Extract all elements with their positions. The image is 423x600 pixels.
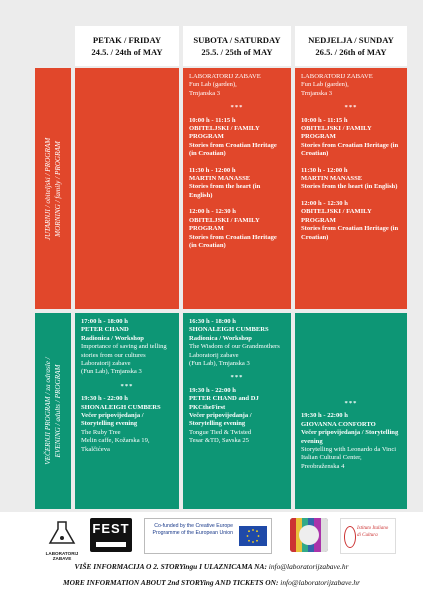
separator: *** [230,374,244,382]
fest-decoration [96,542,126,547]
event-time: 11:30 h - 12:00 h [189,166,236,174]
header-date: 25.5. / 25th of MAY [201,47,273,57]
event-type: Radionica / Workshop [81,334,144,342]
venue-name-en: Fun Lab (garden), [301,81,349,89]
evening-row-label [35,313,71,509]
event-venue: Tesar &TD, Savska 25 [189,437,249,445]
event-title: OBITELJSKI / FAMILY PROGRAM [189,216,260,233]
info-hr-text: VIŠE INFORMACIJA O 2. STORYingu I ULAZNICAMA NA: [74,562,267,571]
event-venue: Italian Cultural Center, Preobraženska 4 [301,454,362,470]
footer [0,512,423,600]
event-title: SHONALEIGH CUMBERS [81,403,161,411]
event-desc: Stories from Croatian Heritage (in Croatian) [301,141,399,158]
header-day: SUBOTA / SATURDAY [193,35,281,45]
event-time: 19:30 h - 22:00 h [81,395,128,403]
event-title: MARTIN MANASSE [189,175,251,183]
event-desc: The Ruby Tree [81,428,121,436]
event-time: 16:30 h - 18:00 h [189,318,236,325]
morning-saturday-cell [183,68,291,309]
header-day: PETAK / FRIDAY [92,35,162,45]
event-venue: Laboratorij zabave [81,360,131,368]
eu-funding-logo [144,518,272,554]
event-time: 19:30 h - 22:00 h [301,412,348,420]
evening-label-hr: VEČERNJI PROGRAM / za odrasle / [44,357,52,465]
event-venue: Melin caffe, Kožarska 19, Tkalčićeva [81,437,150,453]
morning-friday-cell [75,68,179,309]
venue-name: LABORATORIJ ZABAVE [301,73,373,80]
event-desc: Storytelling with Leonardo da Vinci [301,446,397,454]
italian-logo-text: Istituto Italiano di Cultura [357,526,389,538]
header-day: NEDJELJA / SUNDAY [308,35,394,45]
morning-label-hr: JUTARNJI / obiteljski / PROGRAM [44,137,52,240]
eu-flag-icon [239,526,267,546]
header-date: 24.5. / 24th of MAY [91,47,163,57]
event-title: OBITELJSKI / FAMILY PROGRAM [189,125,260,141]
event-type: Večer pripovijedanja / Storytelling evening [81,412,144,428]
eu-text: Co-funded by the Creative Europe Programme of the European Union [152,523,233,536]
event-venue: Laboratorij zabave [189,351,239,359]
info-line-hr [0,562,423,571]
event-time: 19:30 h - 22:00 h [189,386,236,394]
event-venue-address: (Fun Lab), Trnjanska 3 [81,368,142,376]
event-title: OBITELJSKI / FAMILY PROGRAM [301,208,372,224]
header-date: 26.5. / 26th of MAY [315,47,387,57]
separator: *** [120,382,134,390]
laboratorij-zabave-logo [40,520,84,560]
event-title: SHONALEIGH CUMBERS [189,326,269,334]
venue-name: LABORATORIJ ZABAVE [189,73,261,80]
event-time: 10:00 h - 11:15 h [189,116,236,124]
italian-logo-mark [344,526,356,548]
event-desc: The Wisdom of our Grandmothers [189,343,280,351]
event-time: 12:00 h - 12:30 h [301,199,348,207]
event-time: 12:00 h - 12:30 h [189,208,236,216]
event-type: Radionica / Workshop [189,334,252,342]
evening-saturday-cell [183,313,291,509]
fest-logo-text: FEST [92,521,130,536]
event-title: PETER CHAND and DJ PKCtheFirst [189,395,259,411]
separator: *** [344,104,358,112]
venue-address: Trnjanska 3 [189,89,221,97]
header-sunday [295,26,407,66]
info-line-en [0,578,423,587]
event-desc: Tongue Tied & Twisted [189,428,252,436]
event-title: MARTIN MANASSE [301,175,363,183]
info-en-email[interactable]: info@laboratorijzabave.hr [280,578,360,587]
flask-icon [40,520,84,546]
evening-friday-cell [75,313,179,509]
event-type: Večer pripovijedanja / Storytelling evening [189,412,252,428]
venue-address: Trnjanska 3 [301,89,333,97]
event-time: 17:00 h - 18:00 h [81,318,128,325]
separator: *** [230,104,244,112]
event-desc: Importance of saving and telling stories from our cultures [81,343,167,359]
header-saturday [183,26,291,66]
evening-label-en: EVENING / adults / PROGRAM [54,364,62,458]
event-venue-address: (Fun Lab), Trnjanska 3 [189,360,250,368]
morning-label-en: MORNING / family / PROGRAM [54,140,62,237]
info-en-text: MORE INFORMATION ABOUT 2nd STORYing AND TICKETS ON: [63,578,279,587]
fest-logo [90,518,132,552]
evening-sunday-cell [295,313,407,509]
morning-row-label [35,68,71,309]
event-desc: Stories from Croatian Heritage (in Croatian) [189,141,277,158]
header-friday [75,26,179,66]
event-desc: Stories from the heart (in English) [301,183,398,191]
morning-sunday-cell [295,68,407,309]
event-desc: Stories from Croatian Heritage (in Croatian) [301,225,399,241]
venue-name-en: Fun Lab (garden), [189,81,237,89]
italian-culture-logo [340,518,396,554]
separator: *** [344,400,358,407]
event-desc: Stories from the heart (in English) [189,183,261,199]
event-desc: Stories from Croatian Heritage (in Croatian) [189,233,277,249]
event-title: GIOVANNA CONFORTO [301,420,376,428]
info-hr-email[interactable]: info@laboratorijzabave.hr [268,562,349,571]
logo-text: LABORATORIJ ZABAVE [45,551,79,561]
event-title: PETER CHAND [81,326,129,334]
event-type: Večer pripovijedanja / Storytelling evening [301,429,399,445]
event-time: 10:00 h - 11:15 h [301,116,348,124]
event-title: OBITELJSKI / FAMILY PROGRAM [301,125,372,141]
melin-logo [290,518,328,552]
event-time: 11:30 h - 12:00 h [301,166,348,174]
